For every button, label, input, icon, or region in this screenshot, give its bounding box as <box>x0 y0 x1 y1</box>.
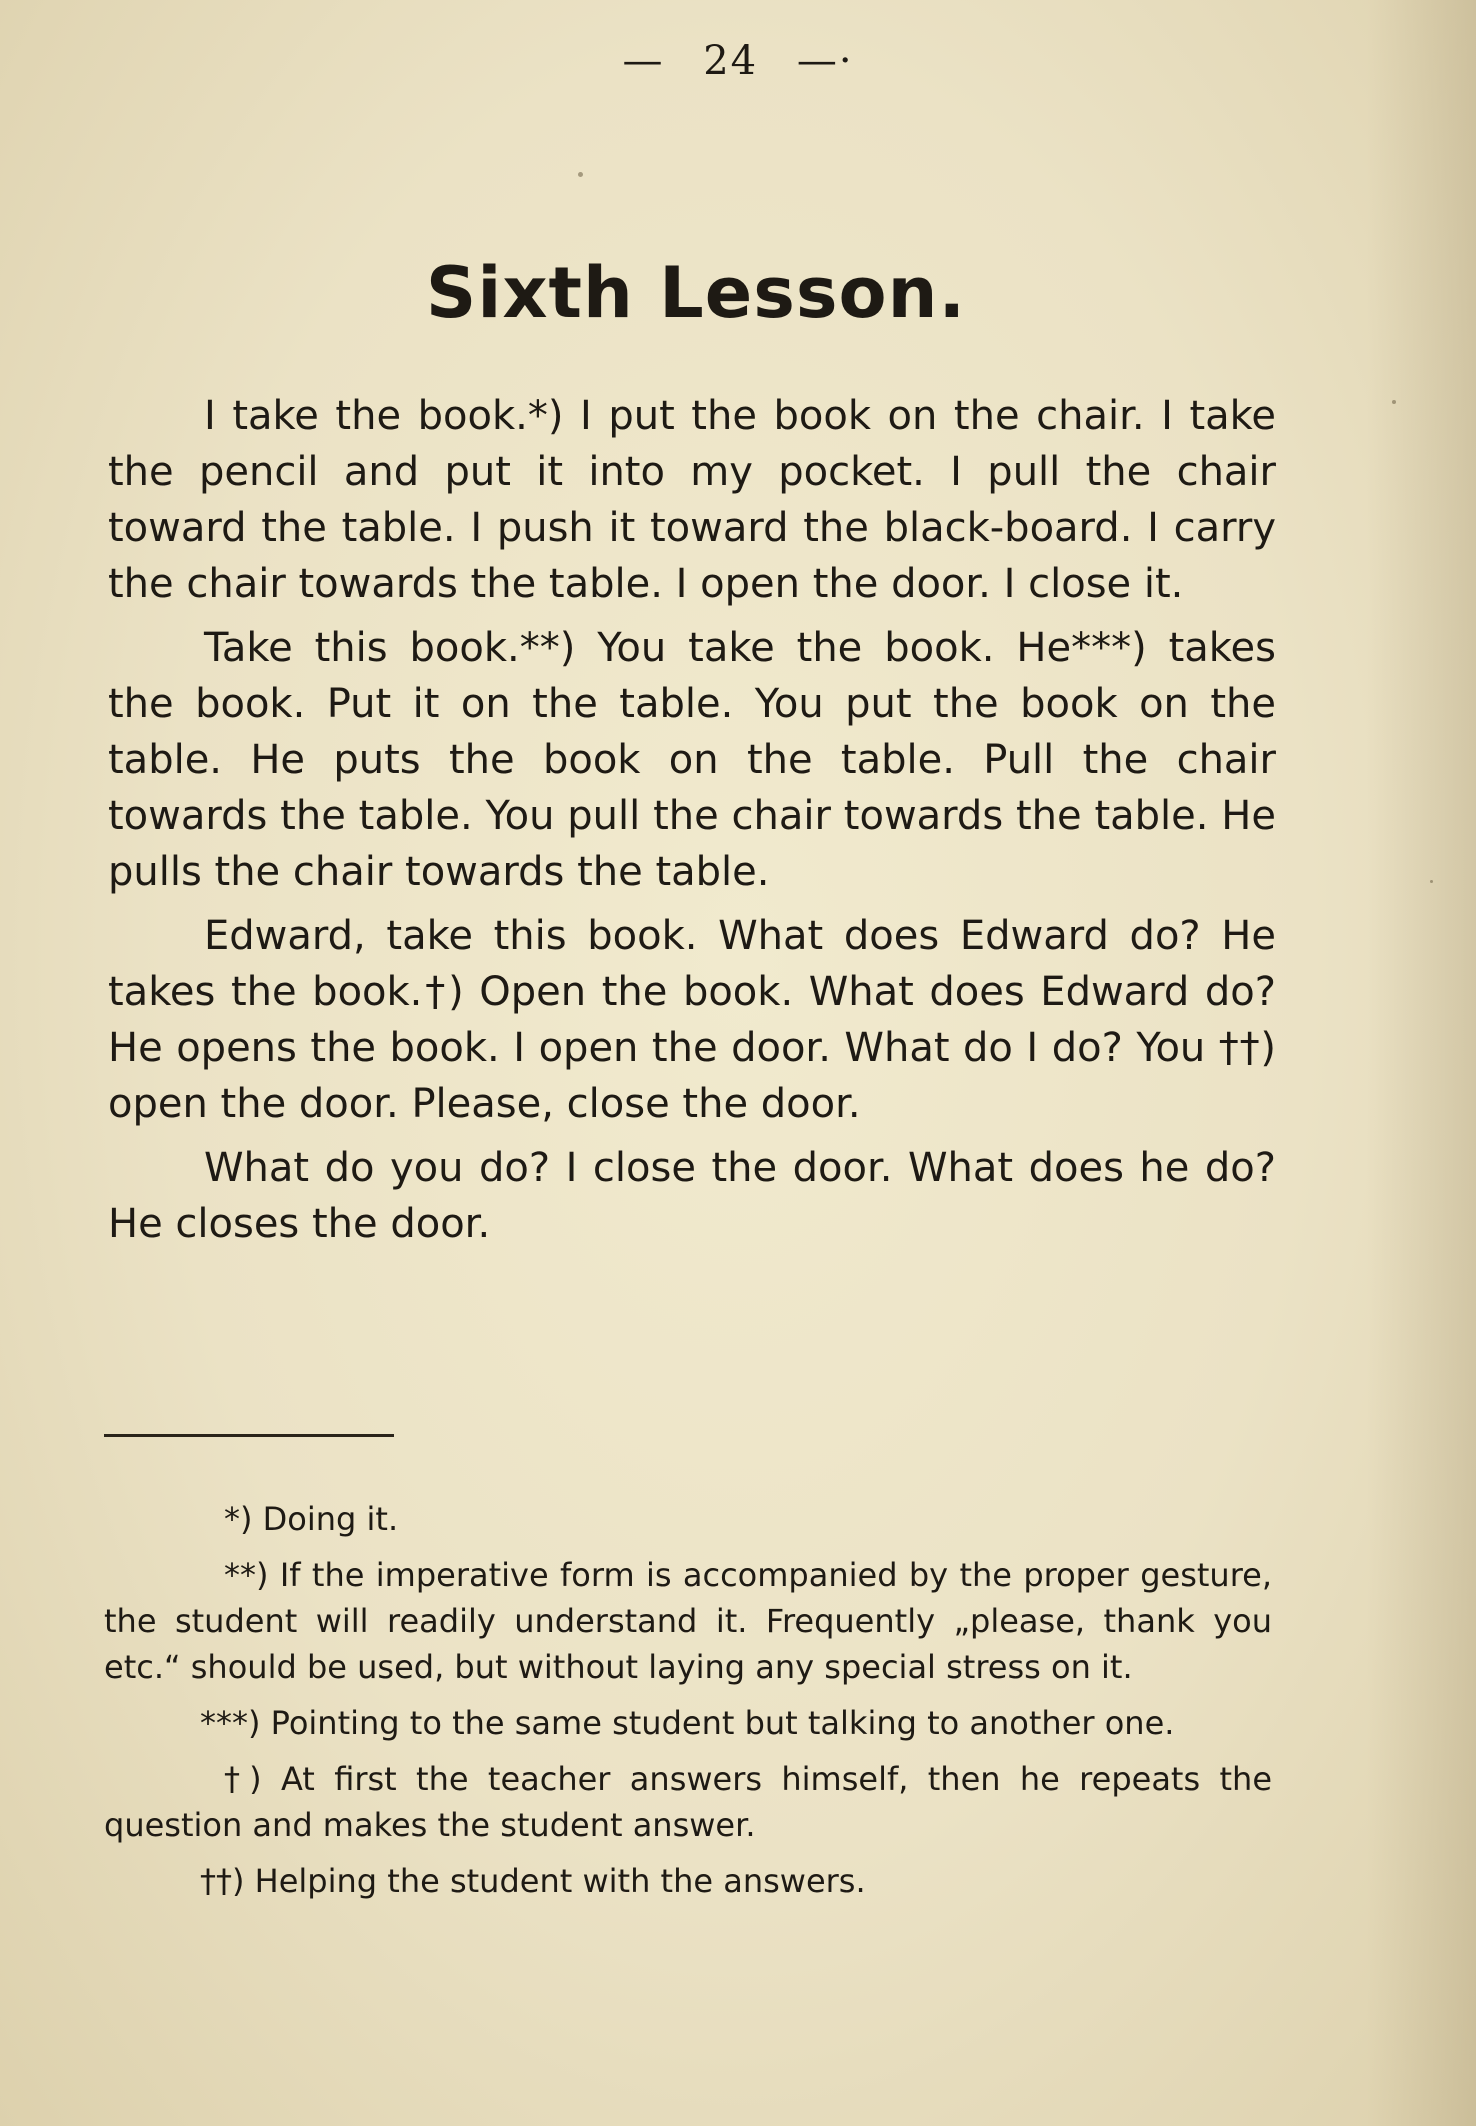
footnote-separator <box>104 1434 394 1437</box>
page-number-value: 24 <box>703 38 759 84</box>
lesson-paragraph: Edward, take this book. What does Edward do? He takes the book.†) Open the book. What does Edward do? He opens the book. I open the door. What do I do? You ††) open the door. Please, close the door. <box>108 913 1276 1127</box>
footnote: *) Doing it. <box>224 1500 399 1538</box>
paper-speck <box>1392 400 1396 404</box>
lesson-paragraph: Take this book.**) You take the book. He***) takes the book. Put it on the table. You put the book on the table. He puts the book on the table. Pull the chair towards the table. You pull the chair towards the table. He pulls the chair towards the table. <box>108 625 1276 895</box>
lesson-title: Sixth Lesson. <box>425 252 967 334</box>
page-number-dash-left: — <box>622 38 665 84</box>
lesson-paragraph: I take the book.*) I put the book on the chair. I take the pencil and put it into my pocket. I pull the chair toward the table. I push it toward the black-board. I carry the chair towards the table. I open the door. I close it. <box>108 393 1276 607</box>
footnotes <box>104 1496 1272 1914</box>
paper-speck <box>1430 880 1433 883</box>
footnote: ***) Pointing to the same student but talking to another one. <box>200 1704 1175 1742</box>
page-number <box>0 38 1476 84</box>
footnote: ††) Helping the student with the answers. <box>200 1862 866 1900</box>
footnote: **) If the imperative form is accompanied by the proper gesture, the student will readily understand it. Frequently „please, thank you etc.“ should be used, but without laying any special stress on it. <box>104 1556 1272 1686</box>
paper-speck <box>578 172 583 177</box>
footnote: †) At first the teacher answers himself, then he repeats the question and makes the student answer. <box>104 1760 1272 1844</box>
page-number-dash-right: —· <box>796 38 854 84</box>
lesson-body <box>108 388 1276 1260</box>
lesson-paragraph: What do you do? I close the door. What does he do? He closes the door. <box>108 1145 1276 1247</box>
